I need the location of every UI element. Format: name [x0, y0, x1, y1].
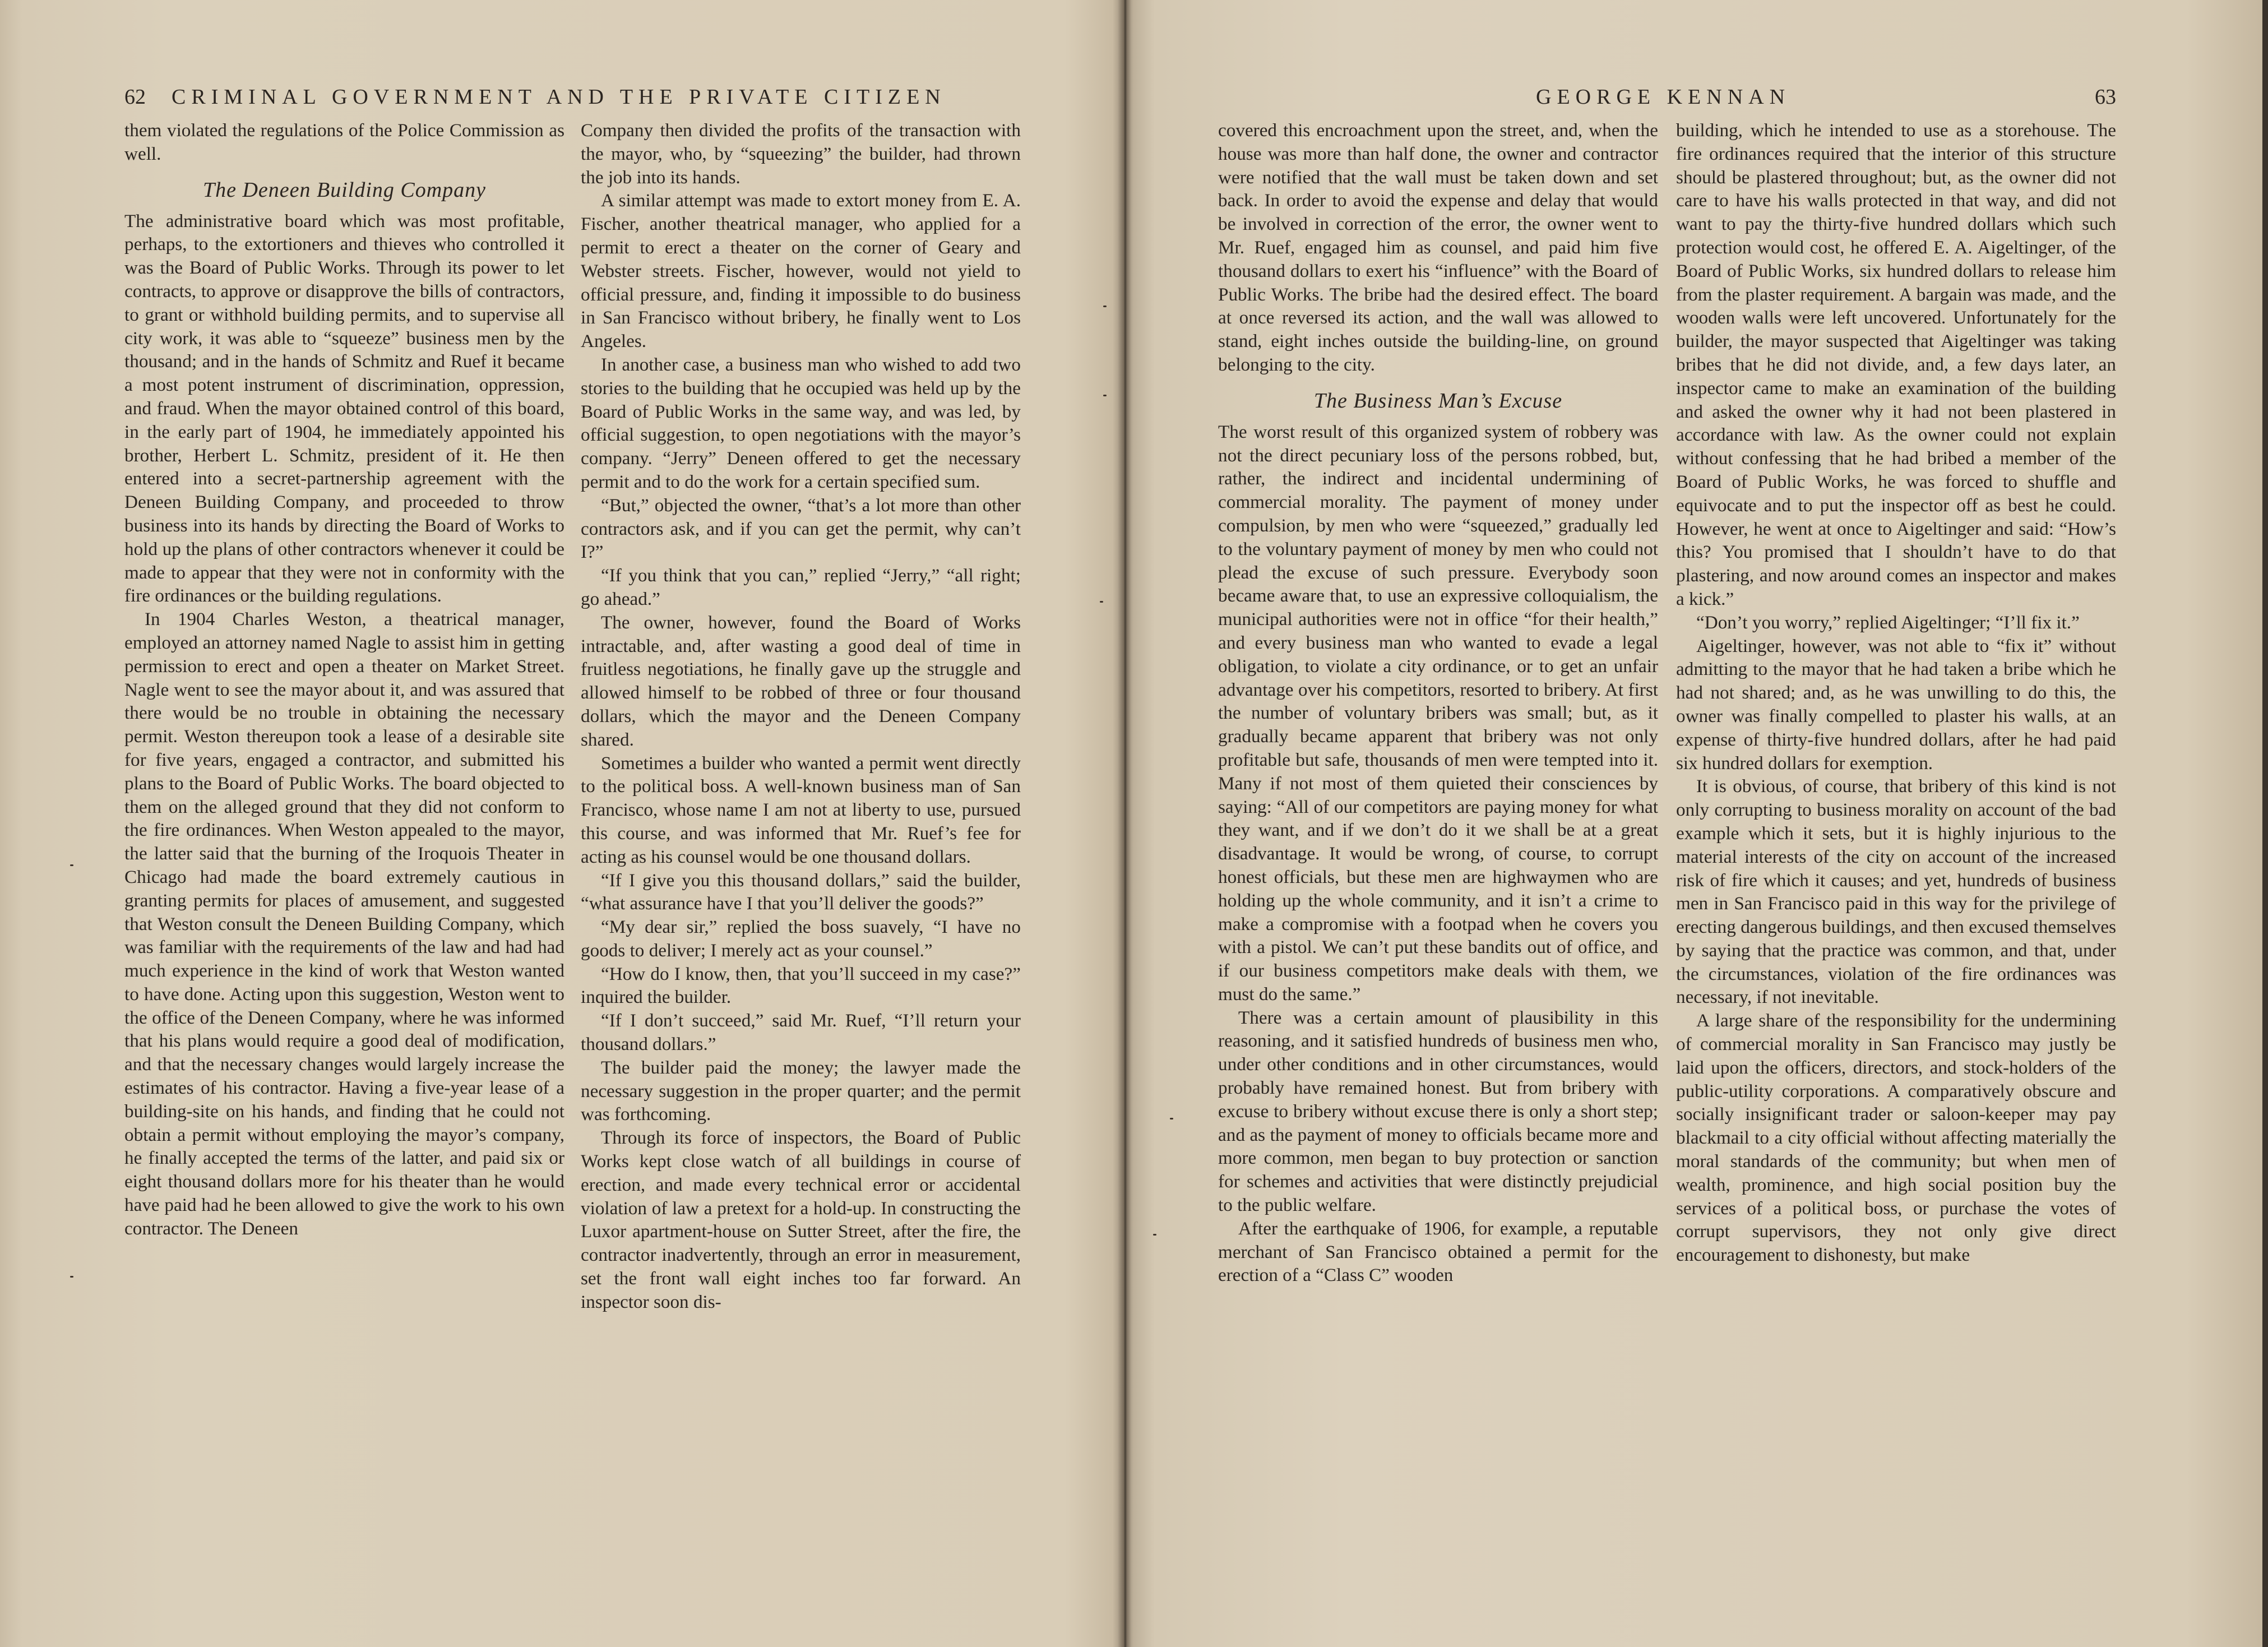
paper-speck — [1170, 1118, 1173, 1119]
paper-speck — [70, 1276, 73, 1278]
paragraph: A similar attempt was made to extort money from E. A. Fischer, another theatrical manager, who applied for a permit to erect a theater on the corner of Geary and Webster streets. Fischer, however, would not yield to official pressure, and, finding it impossible to do business in San Francisco without bribery, he finally went to Los Angeles. — [581, 190, 1021, 352]
paper-speck — [1153, 1234, 1156, 1236]
book-gutter — [1118, 0, 1131, 1647]
paragraph: The worst result of this organized system of robbery was not the direct pecuniary loss of the persons robbed, but, rather, the indirect and incidental undermining of commercial morality. The payment of money under compulsion, by men who were “squeezed,” gradually led to the voluntary payment of money by men who could not plead the excuse of such pressure. Everybody soon became aware that, to use an expressive colloquialism, the municipal authorities were not in office “for their health,” and every business man who wanted to evade a legal obligation, to violate a city ordinance, or to get an unfair advantage over his competitors, resorted to bribery. At first the number of voluntary bribers was small; but, as it gradually became apparent that bribery was not only profitable but safe, thousands of men were tempted into it. Many if not most of them quieted their consciences by saying: “All of our competitors are paying money for what they want, and if we don’t do it we shall be at a great disadvantage. It would be wrong, of course, to corrupt honest officials, but these men are highwaymen who are holding up the whole community, and it isn’t a crime to make a compromise with a footpad when he covers you with a pistol. We can’t put these bandits out of office, and if our business competitors make deals with them, we must do the same.” — [1218, 421, 1658, 1005]
paragraph: It is obvious, of course, that bribery of this kind is not only corrupting to business morality on account of the bad example which it sets, but it is highly injurious to the material interests of the city on account of the increased risk of fire which it causes; and yet, hundreds of business men in San Francisco paid in this way for the privilege of erecting dangerous buildings, and then excused themselves by saying that the practice was common, and that, under the circumstances, violation of the fire ordinances was necessary, if not inevitable. — [1676, 776, 2116, 1008]
paragraph: “If I don’t succeed,” said Mr. Ruef, “I’ll return your thousand dollars.” — [581, 1010, 1021, 1055]
section-heading: The Business Man’s Excuse — [1313, 388, 1563, 413]
right-page-column-2 — [1676, 119, 2116, 1267]
paragraph: “How do I know, then, that you’ll succeed in my case?” inquired the builder. — [581, 963, 1021, 1008]
paragraph: covered this encroachment upon the street, and, when the house was more than half done, the owner and contractor were notified that the wall must be taken down and set back. In order to avoid the expense and delay that would be involved in correction of the error, the owner went to Mr. Ruef, engaged him as counsel, and paid him five thousand dollars to exert his “influence” with the Board of Public Works. The bribe had the desired effect. The board at once reversed its action, and the wall was allowed to stand, eight inches outside the building-line, on ground belonging to the city. — [1218, 120, 1658, 375]
paper-speck — [70, 864, 73, 866]
paragraph: Company then divided the profits of the transaction with the mayor, who, by “squeezing” the builder, had thrown the job into its hands. — [581, 120, 1021, 188]
paragraph: “My dear sir,” replied the boss suavely, “I have no goods to deliver; I merely act as your counsel.” — [581, 917, 1021, 961]
paper-speck — [1103, 306, 1107, 307]
running-head-left: CRIMINAL GOVERNMENT AND THE PRIVATE CITIZEN — [172, 85, 946, 109]
page-number-left: 62 — [124, 85, 146, 109]
left-page-column-2 — [581, 119, 1021, 1314]
running-head-right: GEORGE KENNAN — [1536, 85, 1791, 109]
paragraph: Through its force of inspectors, the Board of Public Works kept close watch of all buildings in course of erection, and made every technical error or accidental violation of law a pretext for a hold-up. In constructing the Luxor apartment-house on Sutter Street, after the fire, the contractor inadvertently, through an error in measurement, set the front wall eight inches too far forward. An inspector soon dis- — [581, 1127, 1021, 1312]
paragraph: building, which he intended to use as a storehouse. The fire ordinances required that the interior of this structure should be plastered throughout; but, as the owner did not care to have his walls protected in that way, and did not want to pay the thirty-five hundred dollars which such protection would cost, he offered E. A. Aigeltinger, of the Board of Public Works, six hundred dollars to release him from the plaster requirement. A bargain was made, and the wooden walls were left uncovered. Unfortunately for the builder, the mayor suspected that Aigeltinger was taking bribes that he did not divide, and, a few days later, an inspector came to make an examination of the building and asked the owner why it had not been plastered in accordance with law. As the owner could not explain without confessing that he had bribed a member of the Board of Public Works, he was forced to shuffle and equivocate and to put the inspector off as best he could. However, he went at once to Aigeltinger and said: “How’s this? You promised that I shouldn’t have to do that plastering, and now around comes an inspector and makes a kick.” — [1676, 120, 2116, 609]
paragraph: In 1904 Charles Weston, a theatrical manager, employed an attorney named Nagle to assist him in getting permission to erect and open a theater on Market Street. Nagle went to see the mayor about it, and was assured that there would be no trouble in obtaining the necessary permit. Weston thereupon took a lease of a desirable site for five years, engaged a contractor, and submitted his plans to the Board of Public Works. The board objected to them on the alleged ground that they did not conform to the fire ordinances. When Weston appealed to the mayor, the latter said that the burning of the Iroquois Theater in Chicago had made the board extremely cautious in granting permits for places of amusement, and suggested that Weston consult the Deneen Building Company, which was familiar with the requirements of the law and had had much experience in the kind of work that Weston wanted to have done. Acting upon this suggestion, Weston went to the office of the Deneen Company, where he was informed that his plans would require a good deal of modification, and that the necessary changes would largely increase the estimates of his contractor. Having a five-year lease of a building-site on his hands, and finding that he could not obtain a permit without employing the mayor’s company, he finally accepted the terms of the latter, and paid six or eight thousand dollars more for his theater than he would have paid had he been allowed to give the work to his own contractor. The Deneen — [124, 609, 564, 1239]
paragraph: There was a certain amount of plausibility in this reasoning, and it satisfied hundreds of business men who, under other conditions and in other circumstances, would probably have remained honest. But from bribery with excuse to bribery without excuse there is only a short step; and as the payment of money to officials became more and more common, men began to buy protection or sanction for schemes and activities that were distinctly prejudicial to the public welfare. — [1218, 1007, 1658, 1216]
paragraph: The owner, however, found the Board of Works intractable, and, after wasting a good deal of time in fruitless negotiations, he finally gave up the struggle and allowed himself to be robbed of three or four thousand dollars, which the mayor and the Deneen Company shared. — [581, 612, 1021, 750]
paper-speck — [1103, 395, 1107, 396]
paper-speck — [1100, 601, 1103, 603]
paragraph: In another case, a business man who wished to add two stories to the building that he occupied was held up by the Board of Public Works in the same way, and was led, by official suggestion, to open negotiations with the mayor’s company. “Jerry” Deneen offered to get the necessary permit and to do the work for a certain specified sum. — [581, 354, 1021, 492]
paragraph: The administrative board which was most profitable, perhaps, to the extortioners and thieves who controlled it was the Board of Public Works. Through its power to let contracts, to approve or disapprove the bills of contractors, to grant or withhold building permits, and to supervise all city work, it was able to “squeeze” business men by the thousand; and in the hands of Schmitz and Ruef it became a most potent instrument of discrimination, oppression, and fraud. When the mayor obtained control of this board, in the early part of 1904, he immediately appointed his brother, Herbert L. Schmitz, president of it. He then entered into a secret-partnership agreement with the Deneen Building Company, and proceeded to throw business into its hands by directing the Board of Works to hold up the plans of other contractors whenever it could be made to appear that they were not in conformity with the fire ordinances or the building regulations. — [124, 210, 564, 607]
paragraph: Aigeltinger, however, was not able to “fix it” without admitting to the mayor that he had taken a bribe which he had not shared; and, as he was unwilling to do this, the owner was finally compelled to plaster his walls, at an expense of thirty-five hundred dollars, after he had paid six hundred dollars for exemption. — [1676, 635, 2116, 774]
page-number-right: 63 — [2095, 85, 2116, 109]
paragraph: The builder paid the money; the lawyer made the necessary suggestion in the proper quarter; and the permit was forthcoming. — [581, 1057, 1021, 1125]
paragraph: After the earthquake of 1906, for example, a reputable merchant of San Francisco obtained a permit for the erection of a “Class C” wooden — [1218, 1218, 1658, 1286]
right-page-column-1 — [1218, 119, 1658, 1287]
paragraph: Sometimes a builder who wanted a permit went directly to the political boss. A well-known business man of San Francisco, whose name I am not at liberty to use, pursued this course, and was informed that Mr. Ruef’s fee for acting as his counsel would be one thousand dollars. — [581, 752, 1021, 867]
paragraph: “Don’t you worry,” replied Aigeltinger; “I’ll fix it.” — [1696, 612, 2080, 633]
paragraph: “But,” objected the owner, “that’s a lot more than other contractors ask, and if you can get the permit, why can’t I?” — [581, 494, 1021, 563]
paragraph: “If you think that you can,” replied “Jerry,” “all right; go ahead.” — [581, 565, 1021, 609]
paragraph: A large share of the responsibility for the undermining of commercial morality in San Francisco may justly be laid upon the officers, directors, and stock-holders of the public-utility corporations. A comparatively obscure and socially insignificant trader or saloon-keeper may pay blackmail to a city official without affecting materially the moral standards of the community; but when men of wealth, prominence, and high social position buy the services of a political boss, or purchase the votes of corrupt supervisors, they not only give direct encouragement to dishonesty, but make — [1676, 1010, 2116, 1266]
page-edge — [2262, 0, 2268, 1647]
section-heading: The Deneen Building Company — [202, 178, 487, 202]
paragraph: “If I give you this thousand dollars,” said the builder, “what assurance have I that you’ll deliver the goods?” — [581, 869, 1021, 914]
paragraph: them violated the regulations of the Police Commission as well. — [124, 120, 564, 164]
left-page-column-1 — [124, 119, 564, 1241]
